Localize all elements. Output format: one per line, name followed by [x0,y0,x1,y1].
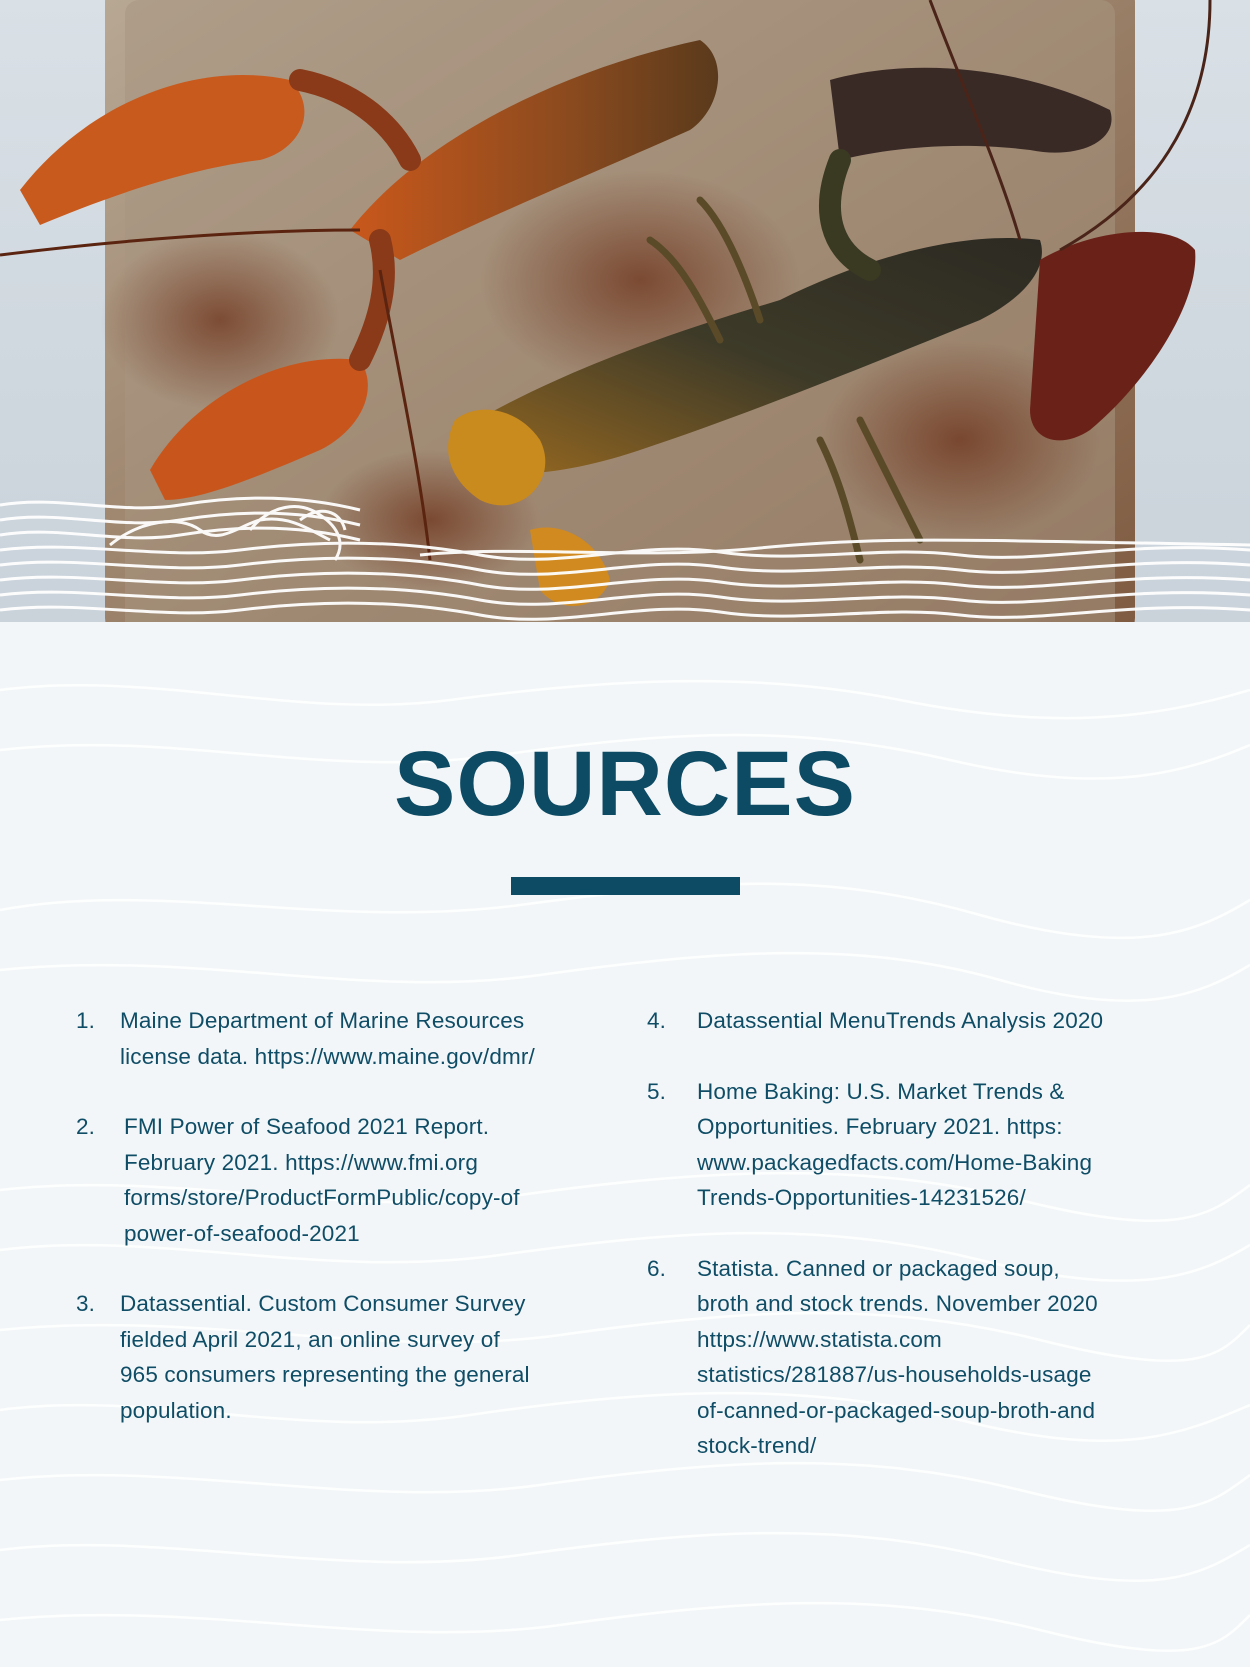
source-line: https://www.statista.com [697,1326,942,1352]
source-line: Opportunities. February 2021. https: [697,1114,1063,1139]
source-item [647,1074,1187,1216]
source-line: stock-trend/ [697,1433,817,1458]
source-text [697,1074,1187,1216]
source-line: license data. https://www.maine.gov/dmr/ [120,1043,535,1069]
lobster-illustration [0,0,1250,640]
source-item [76,1003,616,1074]
source-number: 5. [647,1078,667,1104]
source-line: Trends-Opportunities-14231526/ [697,1185,1026,1210]
source-item [76,1109,616,1251]
source-number: 4. [647,1008,667,1033]
source-line: of-canned-or-packaged-soup-broth-and [697,1397,1096,1423]
source-line: statistics/281887/us-households-usage [697,1362,1092,1387]
source-line: Statista. Canned or packaged soup, [697,1255,1060,1281]
source-line: broth and stock trends. November 2020 [697,1291,1098,1316]
source-text [120,1286,616,1428]
source-line: population. [120,1397,232,1423]
source-number: 2. [76,1114,96,1139]
hero-photo [0,0,1250,640]
source-line: Maine Department of Marine Resources [120,1008,525,1033]
source-line: Home Baking: U.S. Market Trends & [697,1078,1065,1104]
source-line: fielded April 2021, an online survey of [120,1326,500,1352]
source-line: Datassential MenuTrends Analysis 2020 [697,1008,1104,1033]
source-text [697,1003,1187,1039]
source-line: 965 consumers representing the general [120,1362,530,1387]
source-number: 3. [76,1291,96,1316]
source-text [120,1109,616,1251]
source-line: www.packagedfacts.com/Home-Baking [697,1149,1093,1175]
source-item [647,1003,1187,1039]
source-line: February 2021. https://www.fmi.org [124,1149,478,1175]
source-line: forms/store/ProductFormPublic/copy-of [124,1185,520,1210]
source-line: power-of-seafood-2021 [124,1220,360,1246]
source-number: 6. [647,1255,667,1281]
source-item [647,1251,1187,1464]
source-number: 1. [76,1008,96,1033]
source-line: Datassential. Custom Consumer Survey [120,1291,526,1316]
title-underline [511,877,740,895]
sources-column-right [647,1003,1187,1499]
source-line: FMI Power of Seafood 2021 Report. [124,1114,490,1139]
page-title: SOURCES [394,733,856,835]
source-item [76,1286,616,1428]
source-text [120,1003,616,1074]
sources-column-left [76,1003,616,1463]
source-text [697,1251,1187,1464]
